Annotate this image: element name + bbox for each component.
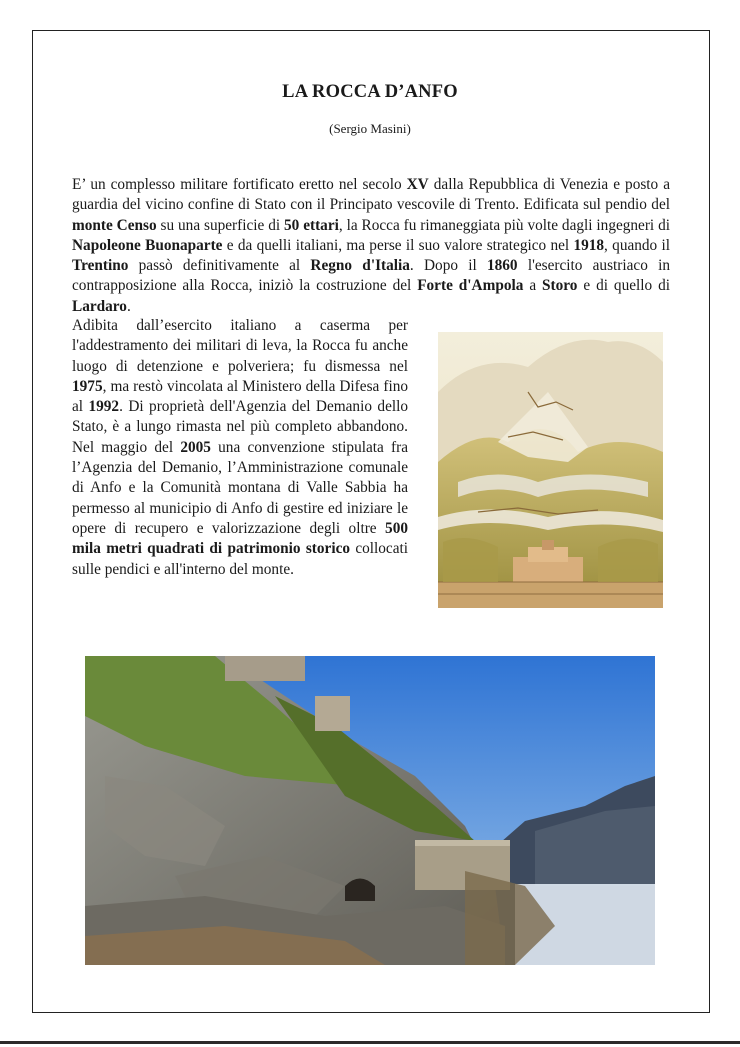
intro-paragraph: E’ un complesso militare fortificato eretto nel secolo XV dalla Repubblica di Venezia e posto a guardia del vicino confine di Stato con il Principato vescovile di Trento. Edificata sul pendio del monte Censo su una superficie di 50 ettari, la Rocca fu rimaneggiata più volte dagli ingegneri di Napoleone Buonaparte e da quelli italiani, ma perse il suo valore strategico nel 1918, quando il Trentino passò definitivamente al Regno d'Italia. Dopo il 1860 l'esercito austriaco in contrapposizione alla Rocca, iniziò la costruzione del Forte d'Ampola a Storo e di quello di Lardaro. bbox=[72, 176, 671, 315]
document-title: LA ROCCA D’ANFO bbox=[282, 82, 458, 102]
history-paragraph: Adibita dall’esercito italiano a caserma per l'addestramento dei militari di leva, la Rocca fu anche luogo di detenzione e polveriera; fu dismessa nel 1975, ma restò vincolata al Ministero della Difesa fino al 1992. Di proprietà dell'Agenzia del Demanio dello Stato, è a lungo rimasta nel più completo abbandono. Nel maggio del 2005 una convenzione stipulata fra l’Agenzia del Demanio, l’Amministrazione comunale di Anfo e la Comunità montana di Valle Sabbia ha permesso al municipio di Anfo di gestire ed iniziare le opere di recupero e valorizzazione degli oltre 500 mila metri quadrati di patrimonio storico collocati sulle pendici e all'interno del monte. bbox=[72, 317, 409, 578]
author-line: (Sergio Masini) bbox=[329, 121, 411, 136]
fortress-photo-image bbox=[85, 656, 655, 965]
bottom-rule bbox=[0, 1041, 740, 1044]
fortress-painting-image bbox=[438, 332, 663, 608]
